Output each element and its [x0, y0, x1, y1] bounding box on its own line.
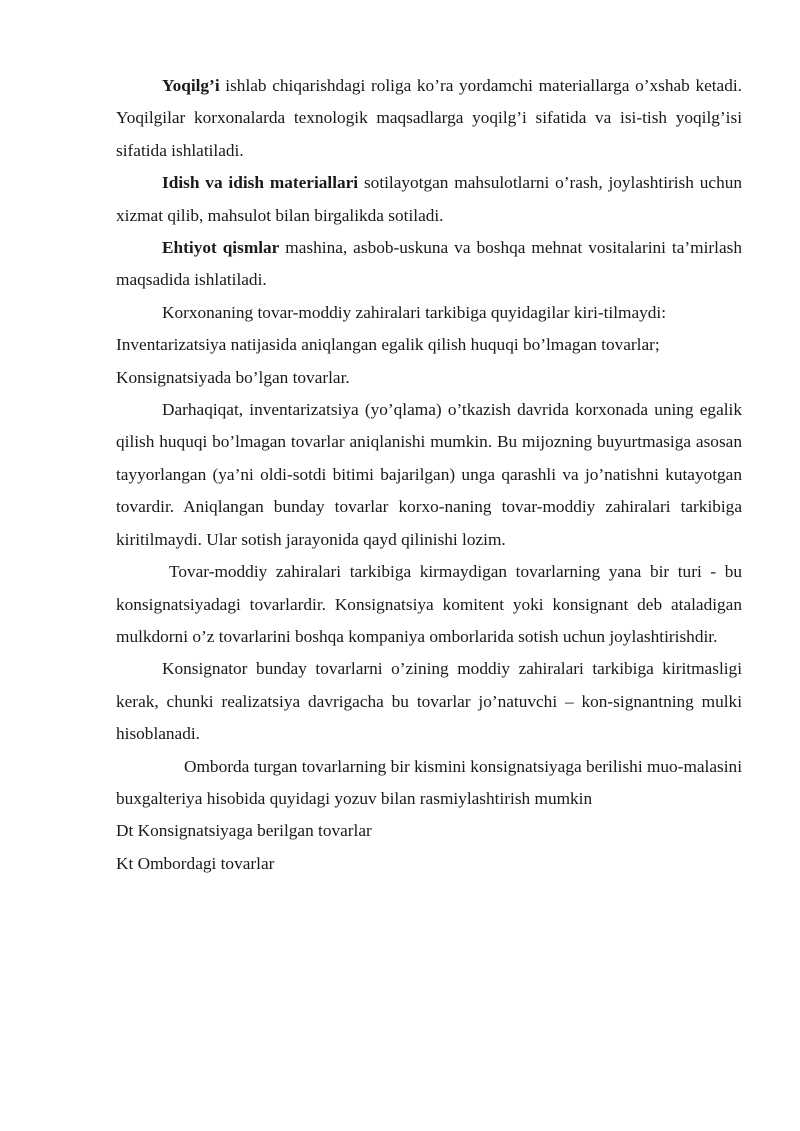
- paragraph-accounting-entry: Omborda turgan tovarlarning bir kismini konsignatsiyaga berilishi muo-malasini buxgalteriya hisobida quyidagi yozuv bilan rasmiylashtirish mumkin: [116, 756, 742, 808]
- document-body: [116, 70, 742, 880]
- paragraph-fuel-text: ishlab chiqarishdagi roliga ko’ra yordamchi materiallarga o’xshab ketadi. Yoqilgilar korxonalarda texnologik maqsadlarga yoqilg’i sifatida va isi-tish yoqilg’isi sifatida ishlatiladi.: [116, 76, 742, 160]
- paragraph-inventory-explanation: Darhaqiqat, inventarizatsiya (yo’qlama) o’tkazish davrida korxonada uning egalik qilish huquqi bo’lmagan tovarlar aniqlanishi mumkin. Bu mijozning buyurtmasiga asosan tayyorlangan (ya’ni oldi-sotdi bitimi bajarilgan) unga qarashli va jo’natishni kutayotgan tovardir. Aniqlangan bunday tovarlar korxo-naning tovar-moddiy zahiralari tarkibiga kiritilmaydi. Ular sotish jarayonida qayd qilinishi lozim.: [116, 400, 742, 549]
- list-item-inventory: Inventarizatsiya natijasida aniqlangan egalik qilish huquqi bo’lmagan tovarlar;: [116, 335, 660, 355]
- term-spare-parts: Ehtiyot qismlar: [162, 238, 280, 258]
- paragraph-consignator: Konsignator bunday tovarlarni o’zining moddiy zahiralari tarkibiga kiritmasligi kerak, chunki realizatsiya davrigacha bu tovarlar jo’natuvchi – kon-signantning mulki hisoblanadi.: [116, 659, 742, 744]
- entry-credit: Kt Ombordagi tovarlar: [116, 853, 275, 873]
- paragraph-exclusions-intro: Korxonaning tovar-moddiy zahiralari tarkibiga quyidagilar kiri-tilmaydi:: [162, 302, 667, 322]
- paragraph-consignment-definition: Tovar-moddiy zahiralari tarkibiga kirmaydigan tovarlarning yana bir turi - bu konsignatsiyadagi tovarlardir. Konsignatsiya komitent yoki konsignant deb ataladigan mulkdorni o’z tovarlarini boshqa kompaniya omborlarida sotish uchun joylashtirishdir.: [116, 562, 742, 646]
- entry-debit: Dt Konsignatsiyaga berilgan tovarlar: [116, 821, 372, 841]
- term-containers: Idish va idish materiallari: [162, 173, 359, 193]
- paragraph-fuel: [116, 70, 742, 167]
- paragraph-spare-parts-text: mashina, asbob-uskuna va boshqa mehnat vositalarini ta’mirlash maqsadida ishlatiladi.: [116, 238, 742, 290]
- list-item-consignment: Konsignatsiyada bo’lgan tovarlar.: [116, 367, 350, 387]
- paragraph-spare-parts: [116, 232, 742, 297]
- paragraph-containers-text: sotilayotgan mahsulotlarni o’rash, joylashtirish uchun xizmat qilib, mahsulot bilan birgalikda sotiladi.: [116, 173, 742, 225]
- paragraph-containers: [116, 167, 742, 232]
- term-fuel: Yoqilg’i: [162, 76, 220, 95]
